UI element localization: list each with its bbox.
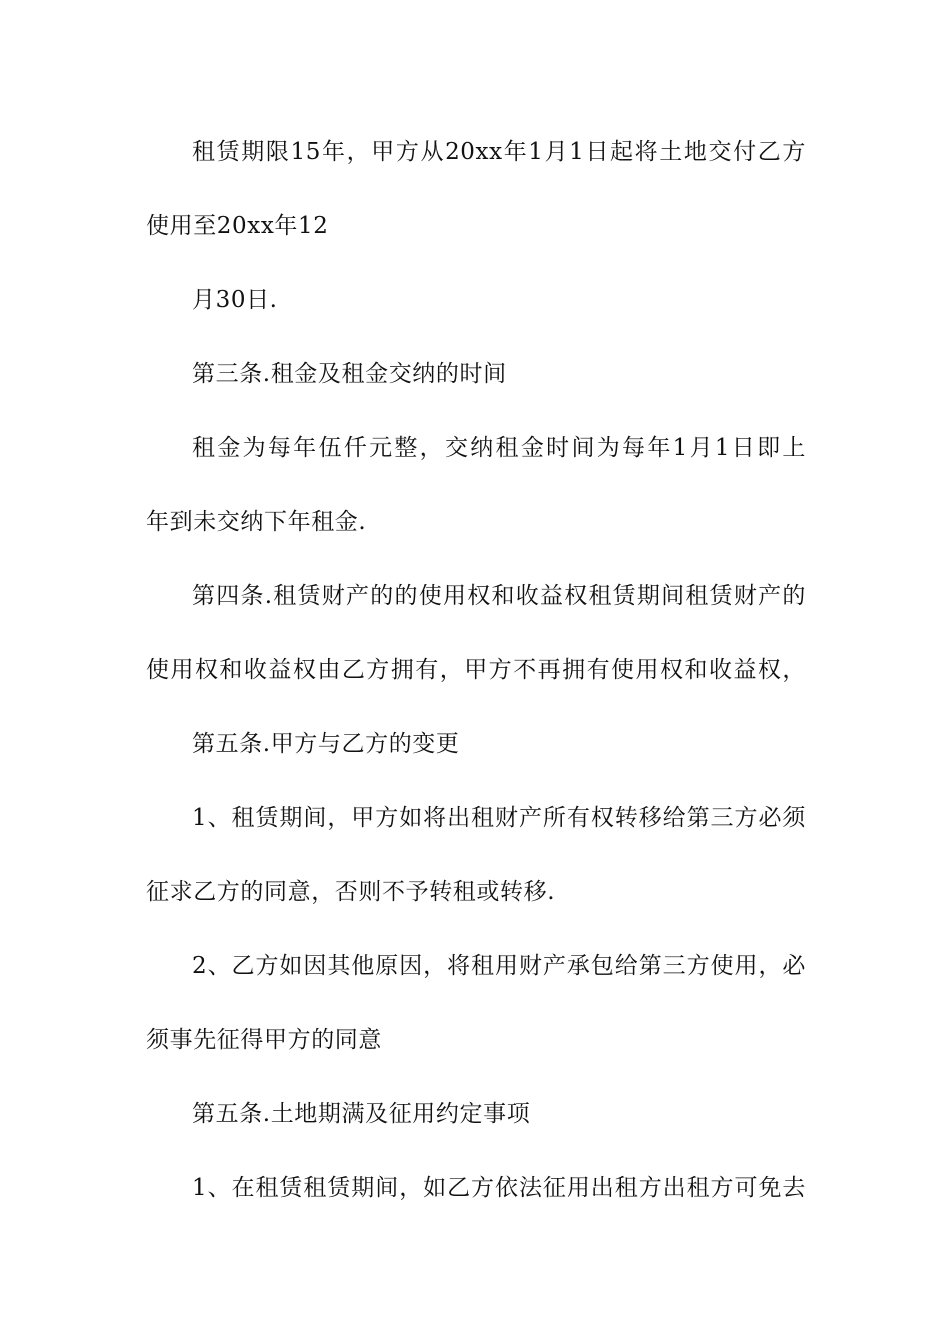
- paragraph-line: 须事先征得甲方的同意: [146, 1027, 382, 1053]
- paragraph-line: 征求乙方的同意，否则不予转租或转移.: [146, 879, 556, 905]
- list-item-line: 2、乙方如因其他原因，将租用财产承包给第三方使用，必: [192, 953, 806, 979]
- section-heading: 第五条.土地期满及征用约定事项: [192, 1101, 531, 1127]
- paragraph-line: 使用至20xx年12: [146, 213, 329, 239]
- section-heading: 第五条.甲方与乙方的变更: [192, 731, 460, 757]
- paragraph-line: 使用权和收益权由乙方拥有，甲方不再拥有使用权和收益权，: [146, 657, 806, 683]
- paragraph-line: 租赁期限15年，甲方从20xx年1月1日起将土地交付乙方: [192, 139, 806, 165]
- section-heading: 第三条.租金及租金交纳的时间: [192, 361, 507, 387]
- paragraph-line: 租金为每年伍仟元整，交纳租金时间为每年1月1日即上: [192, 435, 806, 461]
- list-item-line: 1、在租赁租赁期间，如乙方依法征用出租方出租方可免去: [192, 1175, 806, 1201]
- paragraph-line: 年到未交纳下年租金.: [146, 509, 367, 535]
- section-heading: 第四条.租赁财产的的使用权和收益权租赁期间租赁财产的: [192, 583, 806, 609]
- list-item-line: 1、租赁期间，甲方如将出租财产所有权转移给第三方必须: [192, 805, 806, 831]
- paragraph-line: 月30日.: [192, 287, 278, 313]
